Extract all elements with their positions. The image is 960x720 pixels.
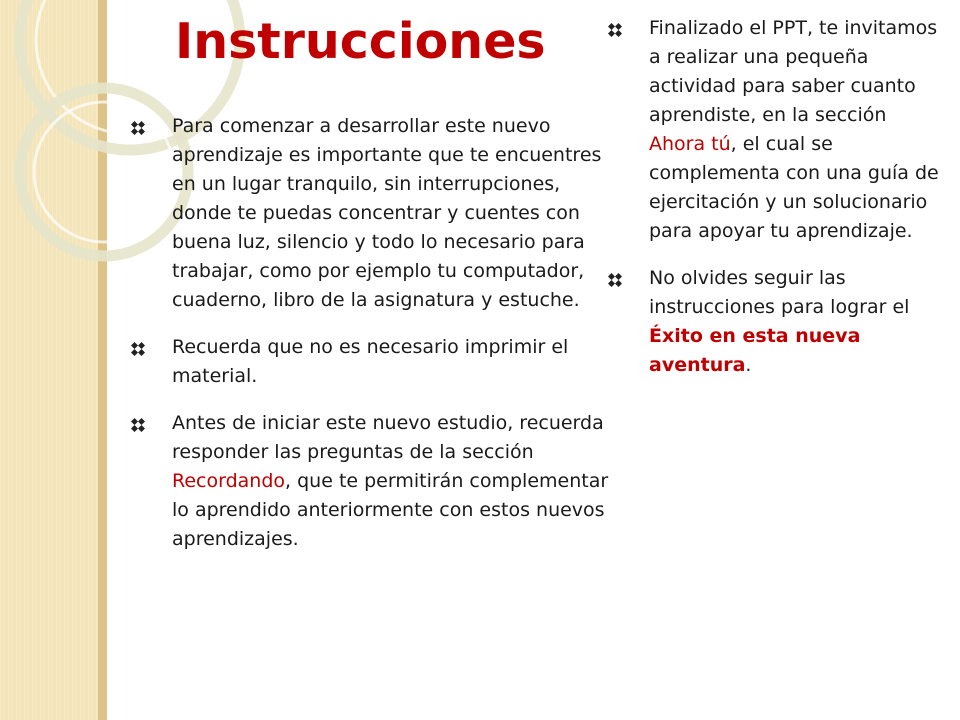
diamond-bullet-icon [608,23,622,37]
bullet-text: . [745,354,752,376]
left-column [131,112,611,572]
bullet-item [131,409,611,554]
highlight-exito: Éxito en esta nueva aventura [649,325,861,376]
slide-title: Instrucciones [175,13,546,70]
right-column [608,14,948,398]
bullet-text: No olvides seguir las instrucciones para lograr el [649,267,910,318]
bullet-text: Antes de iniciar este nuevo estudio, recuerda responder las preguntas de la sección [172,412,604,463]
bullet-item [131,333,611,391]
bullet-text: , el cual se complementa con una guía de ejercitación y un solucionario para apoyar tu aprendizaje. [649,133,939,242]
bullet-text: Finalizado el PPT, te invitamos a realizar una pequeña actividad para saber cuanto aprendiste, en la sección [649,17,938,126]
diamond-bullet-icon [131,418,145,432]
bullet-text: Recuerda que no es necesario imprimir el material. [172,336,569,387]
diamond-bullet-icon [608,273,622,287]
bullet-text: Para comenzar a desarrollar este nuevo aprendizaje es importante que te encuentres en un lugar tranquilo, sin interrupciones, donde te puedas concentrar y cuentes con buena luz, silencio y todo lo necesario para trabajar, como por ejemplo tu computador, cuaderno, libro de la asignatura y estuche. [172,115,602,311]
highlight-recordando: Recordando [172,470,286,492]
bullet-item [131,112,611,315]
diamond-bullet-icon [131,121,145,135]
diamond-bullet-icon [131,342,145,356]
bullet-text: , que te permitirán complementar lo aprendido anteriormente con estos nuevos aprendizajes. [172,470,609,550]
bullet-item [608,14,948,246]
bullet-item [608,264,948,380]
highlight-ahora-tu: Ahora tú [649,133,731,155]
